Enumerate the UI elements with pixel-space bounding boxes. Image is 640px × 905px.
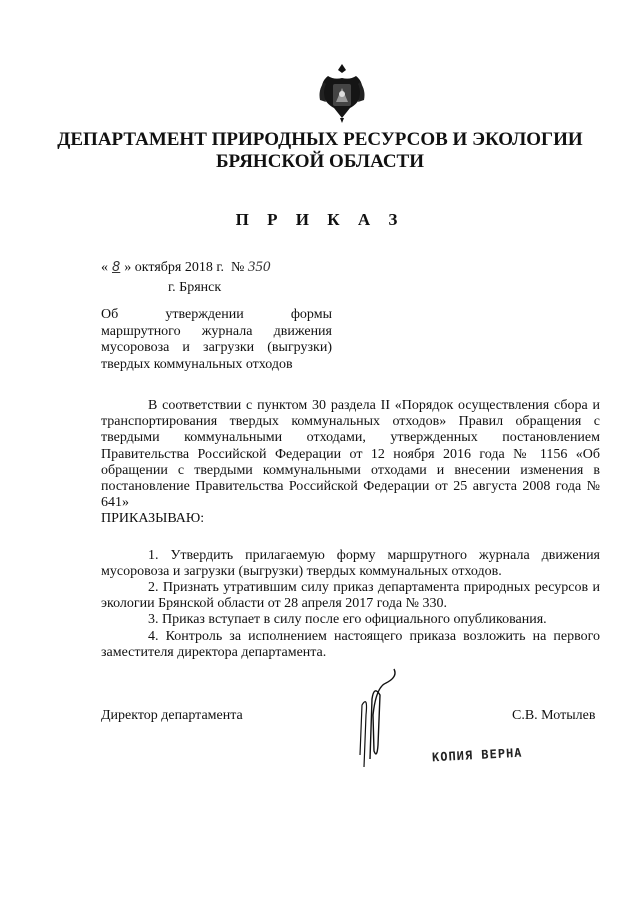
subject-line: твердых коммунальных отходов (101, 356, 293, 372)
subject-line: Об утверждении формы (101, 307, 332, 322)
order-city: г. Брянск (168, 280, 222, 295)
subject-line: мусоровоза и загрузки (выгрузки) (101, 340, 332, 355)
department-header (40, 129, 600, 173)
signatory-position: Директор департамента (101, 708, 243, 723)
order-body (101, 398, 600, 661)
order-item-4: 4. Контроль за исполнением настоящего приказа возложить на первого заместителя директора департамента. (101, 628, 600, 660)
signatory-name: С.В. Мотылев (512, 708, 596, 723)
order-date-line (101, 259, 270, 276)
quote-close: » (124, 260, 132, 275)
order-title: П Р И К А З (235, 210, 405, 229)
department-name-line2: БРЯНСКОЙ ОБЛАСТИ (215, 151, 425, 172)
coat-of-arms-icon (318, 62, 366, 124)
preamble-paragraph: В соответствии с пунктом 30 раздела II «Порядок осуществления сбора и транспортирования твердых коммунальных отходов» Правил обращения с твердыми коммунальными отходами, утвержденных постановлением Правительства Российской Федерации от 12 ноября 2016 года № 1156 «Об обращении с твердыми коммунальными отходами и внесении изменения в постановление Правительства Российской Федерации от 25 августа 2008 года № 641» (101, 398, 600, 511)
handwritten-signature (340, 655, 400, 775)
order-item-3: 3. Приказ вступает в силу после его официального опубликования. (148, 612, 547, 628)
order-number-label: № (231, 260, 245, 275)
order-day: 8 (112, 260, 121, 275)
order-word: ПРИКАЗЫВАЮ: (101, 511, 205, 527)
subject-line: маршрутного журнала движения (101, 323, 332, 339)
order-subject (101, 307, 332, 373)
order-item-1: 1. Утвердить прилагаемую форму маршрутного журнала движения мусоровоза и загрузки (выгрузки) твердых коммунальных отходов. (101, 547, 600, 579)
order-number: 350 (247, 259, 271, 275)
copy-certified-stamp: КОПИЯ ВЕРНА (431, 745, 523, 765)
order-month-year: октября 2018 г. (134, 260, 224, 275)
department-name-line1: ДЕПАРТАМЕНТ ПРИРОДНЫХ РЕСУРСОВ И ЭКОЛОГИИ (57, 129, 583, 150)
quote-open: « (101, 260, 108, 275)
order-item-2: 2. Признать утратившим силу приказ департамента природных ресурсов и экологии Брянской области от 28 апреля 2017 года № 330. (101, 580, 600, 612)
